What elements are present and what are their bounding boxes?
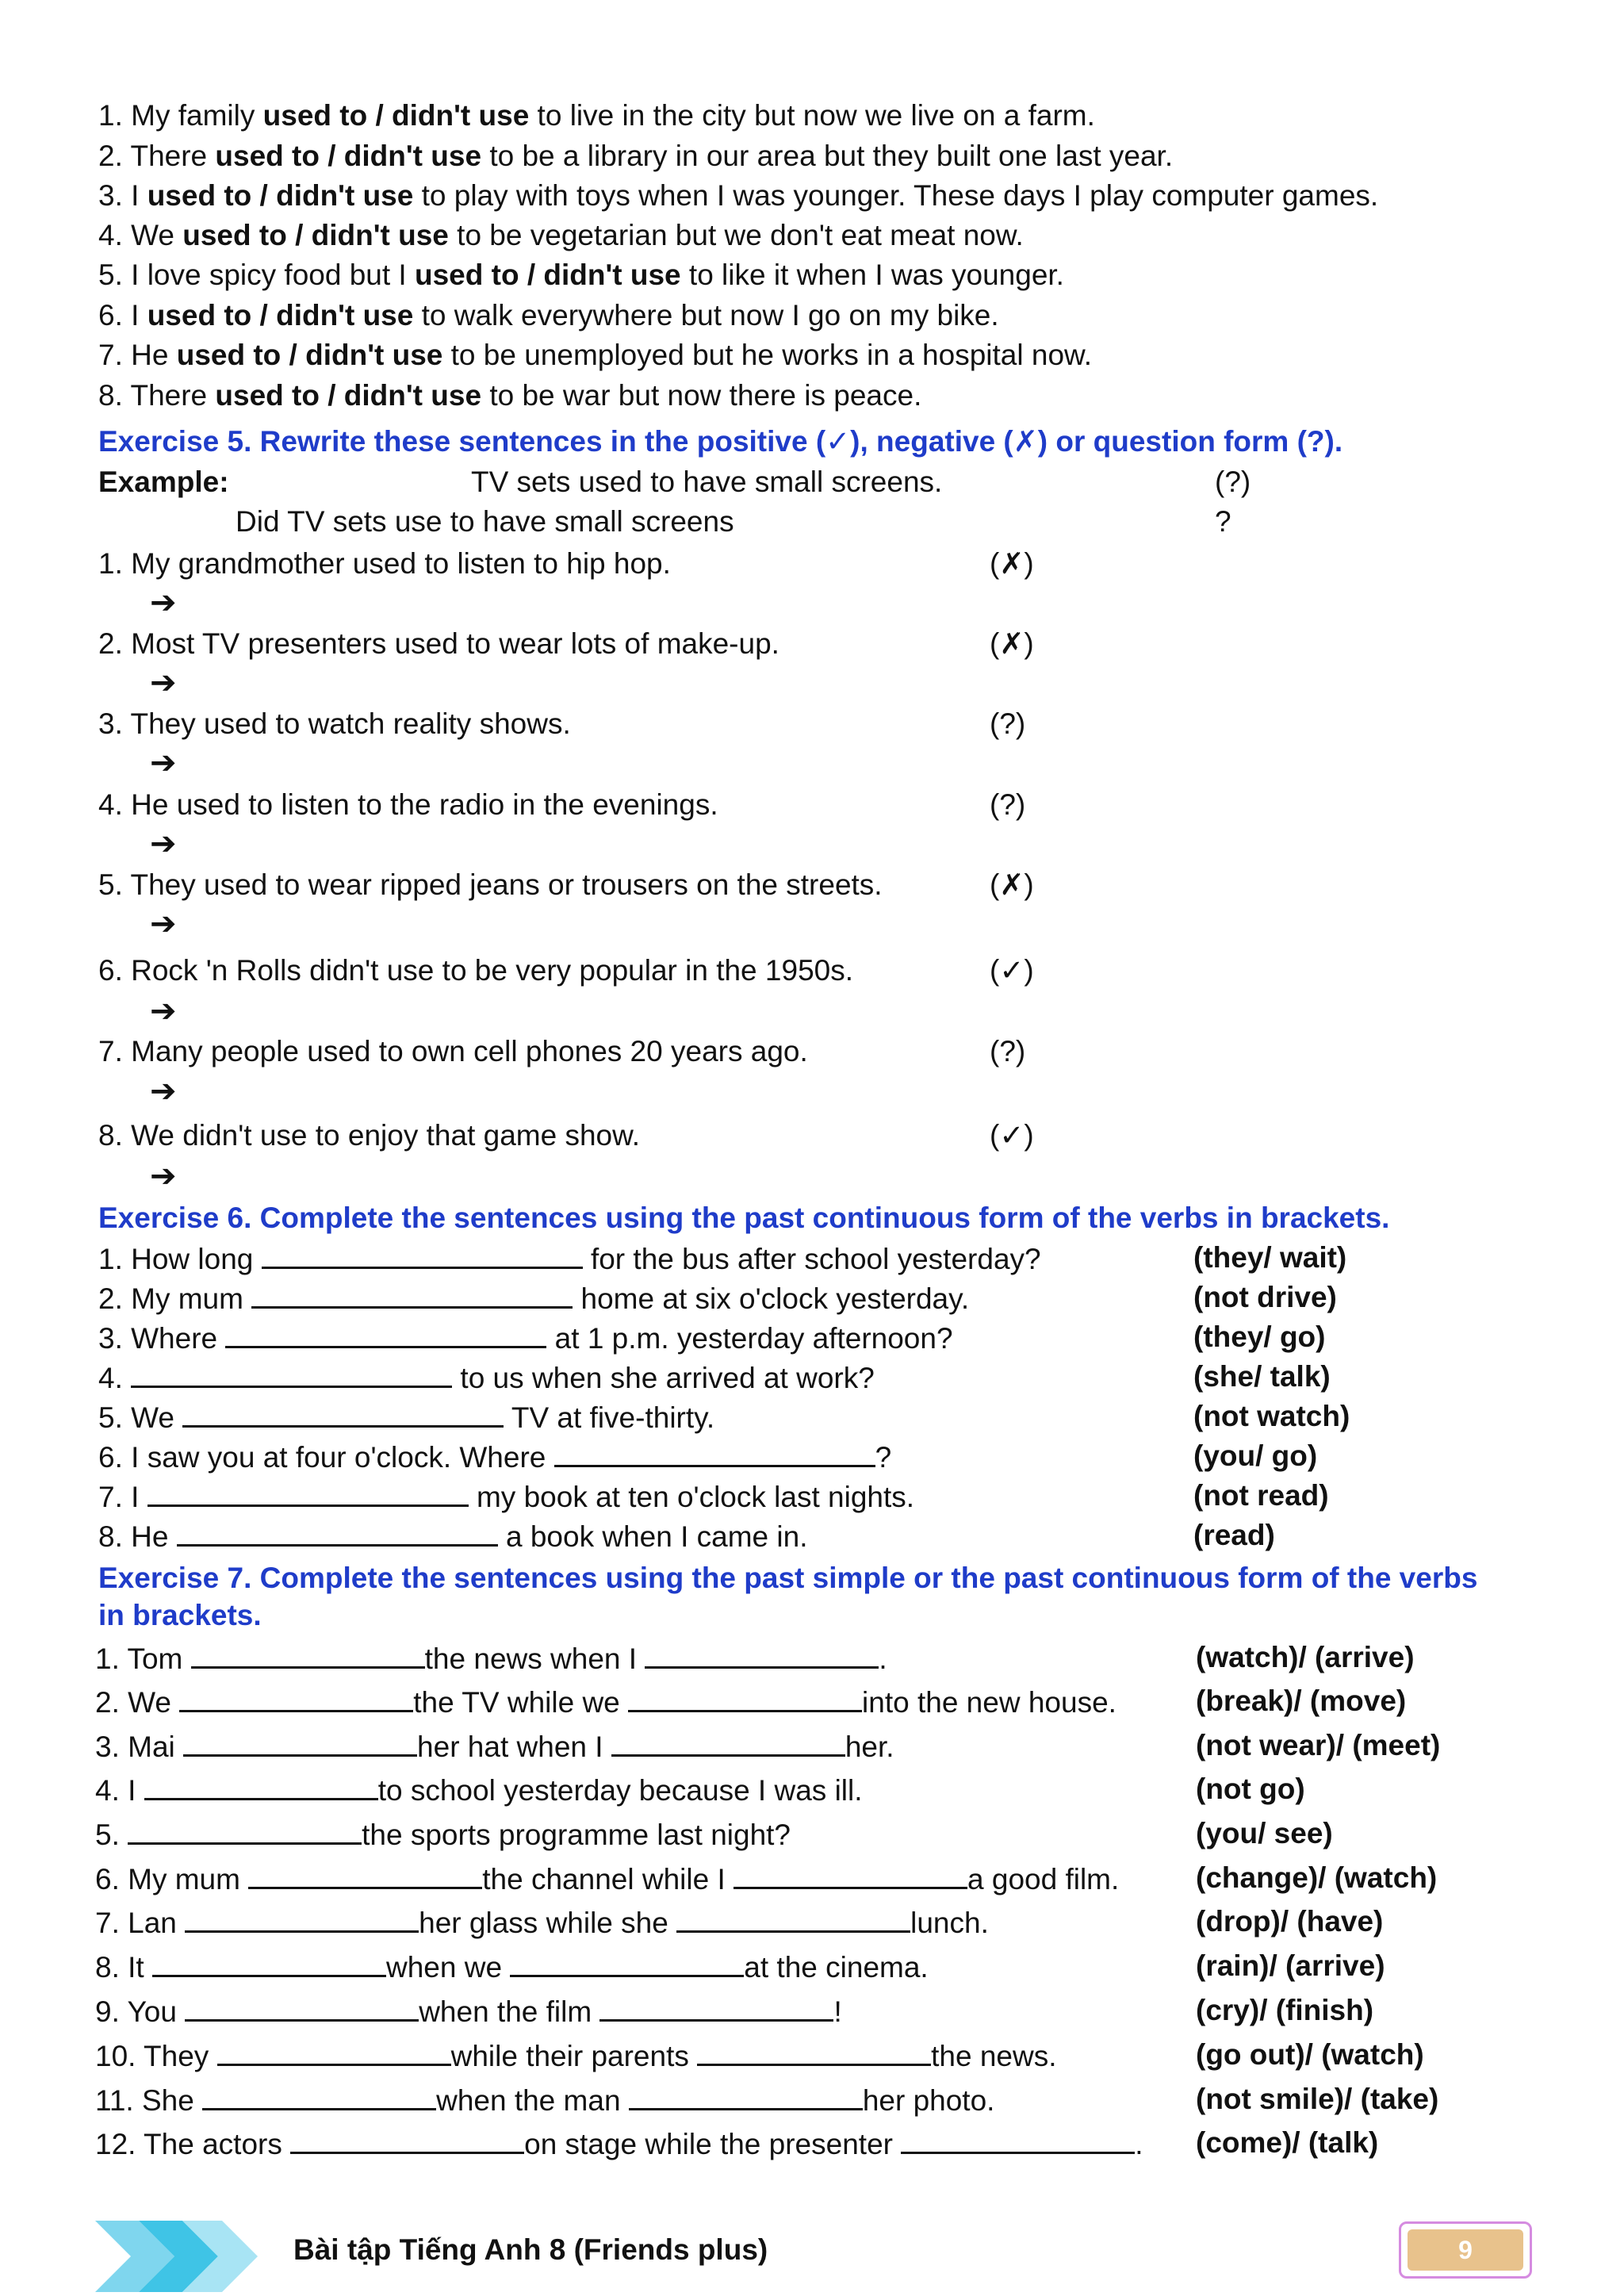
ex7-item-8-hint: (rain)/ (arrive) — [1196, 1949, 1385, 1982]
ex6-item-1: 1. How long for the bus after school yesterday? — [98, 1238, 1041, 1279]
ex4-sentence-4: 4. We used to / didn't use to be vegetarian but we don't eat meat now. — [98, 219, 1024, 251]
answer-blank[interactable] — [185, 1902, 419, 1933]
ex7-item-12: 12. The actors on stage while the presenter . — [95, 2123, 1143, 2164]
answer-blank[interactable] — [128, 1814, 362, 1845]
ex6-item-6-hint: (you/ go) — [1193, 1439, 1318, 1472]
ex5-item-1-mark: (✗) — [990, 547, 1034, 580]
ex4-choice[interactable]: used to / didn't use — [182, 219, 449, 251]
ex4-sentence-8: 8. There used to / didn't use to be war but now there is peace. — [98, 379, 922, 412]
ex6-item-6: 6. I saw you at four o'clock. Where ? — [98, 1436, 891, 1478]
answer-blank[interactable] — [629, 2079, 863, 2110]
ex4-choice[interactable]: used to / didn't use — [176, 339, 443, 371]
ex7-item-11: 11. She when the man her photo. — [95, 2079, 994, 2121]
answer-blank[interactable] — [177, 1516, 498, 1547]
ex7-item-10-hint: (go out)/ (watch) — [1196, 2038, 1424, 2071]
exercise-5-heading: Exercise 5. Rewrite these sentences in the positive (✓), negative (✗) or question form (?). — [98, 425, 1343, 458]
ex7-item-9-hint: (cry)/ (finish) — [1196, 1994, 1374, 2026]
example-sentence: TV sets used to have small screens. — [471, 466, 943, 498]
answer-arrow-icon: ➔ — [150, 907, 177, 941]
answer-arrow-icon: ➔ — [150, 1074, 177, 1109]
ex7-item-10: 10. They while their parents the news. — [95, 2035, 1057, 2076]
answer-arrow-icon: ➔ — [150, 826, 177, 861]
example-answer-mark: ? — [1215, 505, 1231, 538]
answer-arrow-icon: ➔ — [150, 585, 177, 620]
ex5-item-2-mark: (✗) — [990, 627, 1034, 660]
ex7-item-4: 4. I to school yesterday because I was ill. — [95, 1769, 863, 1811]
answer-blank[interactable] — [191, 1638, 425, 1669]
ex6-item-8-hint: (read) — [1193, 1519, 1275, 1551]
ex7-item-1: 1. Tom the news when I . — [95, 1638, 887, 1679]
exercise-7-heading: Exercise 7. Complete the sentences using the past simple or the past continuous form of the verbs — [98, 1562, 1478, 1594]
ex7-item-6: 6. My mum the channel while I a good film. — [95, 1858, 1119, 1899]
ex7-item-3-hint: (not wear)/ (meet) — [1196, 1729, 1441, 1761]
answer-blank[interactable] — [179, 1681, 413, 1712]
ex5-item-4-mark: (?) — [990, 788, 1026, 821]
ex6-item-7: 7. I my book at ten o'clock last nights. — [98, 1476, 914, 1517]
answer-blank[interactable] — [554, 1436, 875, 1467]
answer-blank[interactable] — [182, 1397, 504, 1428]
ex7-item-9: 9. You when the film ! — [95, 1991, 842, 2032]
ex7-item-7-hint: (drop)/ (have) — [1196, 1905, 1384, 1938]
ex4-sentence-7: 7. He used to / didn't use to be unemployed but he works in a hospital now. — [98, 339, 1092, 371]
ex5-item-2: 2. Most TV presenters used to wear lots of make-up. — [98, 627, 779, 660]
exercise-7-heading-cont: in brackets. — [98, 1599, 262, 1631]
ex6-item-2: 2. My mum home at six o'clock yesterday. — [98, 1278, 969, 1319]
ex5-item-6-mark: (✓) — [990, 954, 1034, 987]
answer-blank[interactable] — [697, 2035, 931, 2066]
ex7-item-7: 7. Lan her glass while she lunch. — [95, 1902, 989, 1943]
answer-blank[interactable] — [225, 1317, 546, 1348]
ex5-item-5-mark: (✗) — [990, 868, 1034, 901]
answer-blank[interactable] — [251, 1278, 573, 1309]
ex7-item-6-hint: (change)/ (watch) — [1196, 1861, 1438, 1894]
ex4-sentence-3: 3. I used to / didn't use to play with toys when I was younger. These days I play computer games. — [98, 179, 1379, 212]
answer-blank[interactable] — [611, 1726, 845, 1757]
ex5-item-8: 8. We didn't use to enjoy that game show. — [98, 1119, 641, 1152]
ex5-item-4: 4. He used to listen to the radio in the evenings. — [98, 788, 718, 821]
answer-blank[interactable] — [676, 1902, 910, 1933]
answer-blank[interactable] — [248, 1858, 482, 1889]
ex6-item-2-hint: (not drive) — [1193, 1281, 1337, 1313]
ex4-sentence-6: 6. I used to / didn't use to walk everywhere but now I go on my bike. — [98, 299, 999, 332]
ex5-item-6: 6. Rock 'n Rolls didn't use to be very popular in the 1950s. — [98, 954, 854, 987]
ex4-sentence-5: 5. I love spicy food but I used to / didn't use to like it when I was younger. — [98, 259, 1064, 291]
ex7-item-5: 5. the sports programme last night? — [95, 1814, 791, 1855]
footer-book-title: Bài tập Tiếng Anh 8 (Friends plus) — [293, 2233, 768, 2266]
example-answer: Did TV sets use to have small screens — [236, 505, 734, 538]
answer-arrow-icon: ➔ — [150, 1159, 177, 1194]
answer-blank[interactable] — [131, 1357, 452, 1388]
ex5-item-3-mark: (?) — [990, 707, 1026, 740]
page-number-badge — [1399, 2221, 1532, 2279]
ex7-item-5-hint: (you/ see) — [1196, 1817, 1333, 1849]
ex7-item-2-hint: (break)/ (move) — [1196, 1685, 1407, 1717]
answer-blank[interactable] — [628, 1681, 862, 1712]
answer-blank[interactable] — [290, 2123, 524, 2154]
ex5-item-5: 5. They used to wear ripped jeans or trousers on the streets. — [98, 868, 883, 901]
ex6-item-5: 5. We TV at five-thirty. — [98, 1397, 714, 1438]
ex6-item-8: 8. He a book when I came in. — [98, 1516, 808, 1557]
ex6-item-4-hint: (she/ talk) — [1193, 1360, 1331, 1393]
ex4-choice[interactable]: used to / didn't use — [415, 259, 681, 291]
answer-blank[interactable] — [147, 1476, 469, 1507]
chevron-right-icon — [95, 2221, 262, 2292]
answer-arrow-icon: ➔ — [150, 665, 177, 700]
ex4-choice[interactable]: used to / didn't use — [215, 379, 482, 412]
ex4-choice[interactable]: used to / didn't use — [262, 99, 530, 132]
ex6-item-3: 3. Where at 1 p.m. yesterday afternoon? — [98, 1317, 953, 1359]
ex5-item-8-mark: (✓) — [990, 1119, 1034, 1152]
ex4-sentence-2: 2. There used to / didn't use to be a library in our area but they built one last year. — [98, 140, 1174, 172]
answer-blank[interactable] — [733, 1858, 967, 1889]
ex6-item-3-hint: (they/ go) — [1193, 1320, 1326, 1353]
ex7-item-2: 2. We the TV while we into the new house. — [95, 1681, 1116, 1723]
answer-blank[interactable] — [510, 1946, 744, 1977]
exercise-6-heading: Exercise 6. Complete the sentences using the past continuous form of the verbs in brackets. — [98, 1202, 1390, 1234]
ex5-item-7: 7. Many people used to own cell phones 20 years ago. — [98, 1035, 808, 1068]
answer-blank[interactable] — [152, 1946, 386, 1977]
answer-blank[interactable] — [185, 1991, 419, 2022]
ex6-item-7-hint: (not read) — [1193, 1479, 1329, 1512]
ex7-item-11-hint: (not smile)/ (take) — [1196, 2083, 1439, 2115]
example-mark: (?) — [1215, 466, 1251, 498]
answer-arrow-icon: ➔ — [150, 994, 177, 1029]
ex5-item-7-mark: (?) — [990, 1035, 1026, 1068]
answer-blank[interactable] — [202, 2079, 436, 2110]
ex4-choice[interactable]: used to / didn't use — [215, 140, 482, 172]
answer-arrow-icon: ➔ — [150, 746, 177, 780]
answer-blank[interactable] — [144, 1769, 378, 1800]
answer-blank[interactable] — [599, 1991, 833, 2022]
ex7-item-1-hint: (watch)/ (arrive) — [1196, 1641, 1415, 1673]
page-number: 9 — [1408, 2229, 1523, 2271]
answer-blank[interactable] — [901, 2123, 1135, 2154]
answer-blank[interactable] — [262, 1238, 583, 1269]
ex5-item-1: 1. My grandmother used to listen to hip hop. — [98, 547, 671, 580]
ex4-choice[interactable]: used to / didn't use — [147, 299, 414, 332]
ex6-item-4: 4. to us when she arrived at work? — [98, 1357, 875, 1398]
ex4-sentence-1: 1. My family used to / didn't use to live in the city but now we live on a farm. — [98, 99, 1095, 132]
answer-blank[interactable] — [645, 1638, 879, 1669]
ex6-item-1-hint: (they/ wait) — [1193, 1241, 1347, 1274]
ex7-item-8: 8. It when we at the cinema. — [95, 1946, 929, 1987]
ex7-item-12-hint: (come)/ (talk) — [1196, 2126, 1379, 2159]
ex7-item-4-hint: (not go) — [1196, 1773, 1305, 1805]
example-label: Example: — [98, 466, 229, 498]
ex6-item-5-hint: (not watch) — [1193, 1400, 1350, 1432]
ex4-choice[interactable]: used to / didn't use — [147, 179, 414, 212]
ex7-item-3: 3. Mai her hat when I her. — [95, 1726, 894, 1767]
answer-blank[interactable] — [183, 1726, 417, 1757]
answer-blank[interactable] — [217, 2035, 451, 2066]
ex5-item-3: 3. They used to watch reality shows. — [98, 707, 571, 740]
